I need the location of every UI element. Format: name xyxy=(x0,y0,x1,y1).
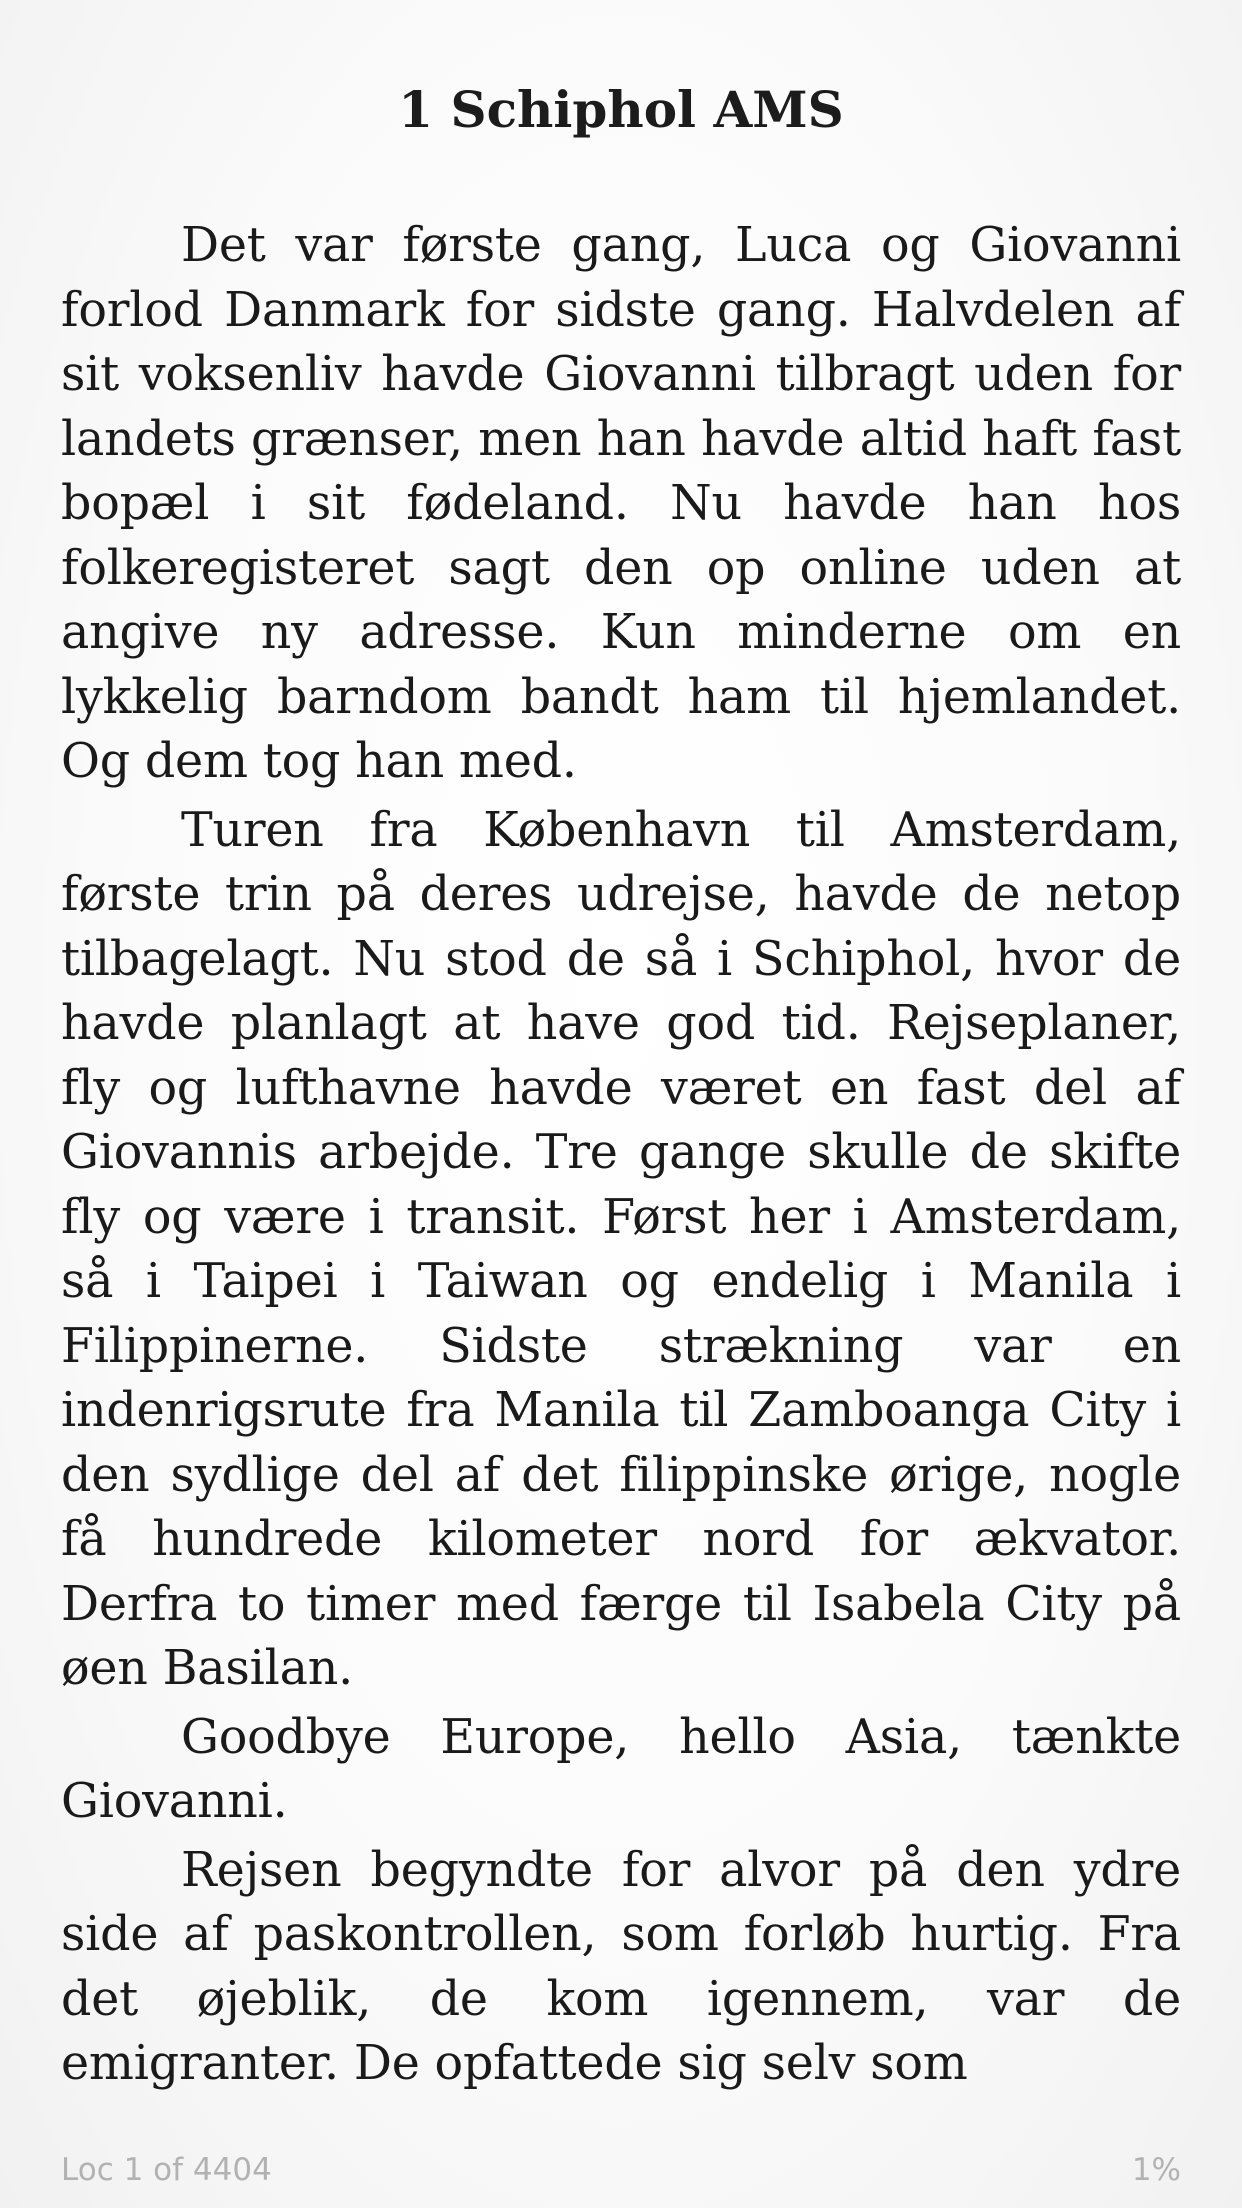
paragraph: Goodbye Europe, hello Asia, tænkte Giovanni. xyxy=(61,1709,1181,1829)
reading-progress-footer xyxy=(61,2150,1181,2190)
paragraph: Rejsen begyndte for alvor på den ydre side af paskontrollen, som forløb hurtig. Fra det øjeblik, de kom igennem, var de emigranter. De opfattede sig selv som xyxy=(61,1842,1181,2091)
percent-indicator: 1% xyxy=(1131,2152,1181,2188)
location-indicator[interactable]: Loc 1 of 4404 xyxy=(61,2152,272,2188)
paragraph: Turen fra København til Amsterdam, første trin på deres udrejse, havde de netop tilbagelagt. Nu stod de så i Schiphol, hvor de havde planlagt at have god tid. Rejseplaner, fly og lufthavne havde været en fast del af Giovannis arbejde. Tre gange skulle de skifte fly og være i transit. Først her i Amsterdam, så i Taipei i Taiwan og endelig i Manila i Filippinerne. Sidste strækning var en indenrigsrute fra Manila til Zamboanga City i den sydlige del af det filippinske ørige, nogle få hundrede kilometer nord for ækvator. Derfra to timer med færge til Isabela City på øen Basilan. xyxy=(61,802,1181,1696)
book-text[interactable] xyxy=(61,214,1181,2101)
paragraph: Det var første gang, Luca og Giovanni forlod Danmark for sidste gang. Halvdelen af sit voksenliv havde Giovanni tilbragt uden for landets grænser, men han havde altid haft fast bopæl i sit fødeland. Nu havde han hos folkeregisteret sagt den op online uden at angive ny adresse. Kun minderne om en lykkelig barndom bandt ham til hjemlandet. Og dem tog han med. xyxy=(61,218,1181,789)
chapter-title: 1 Schiphol AMS xyxy=(398,80,844,139)
